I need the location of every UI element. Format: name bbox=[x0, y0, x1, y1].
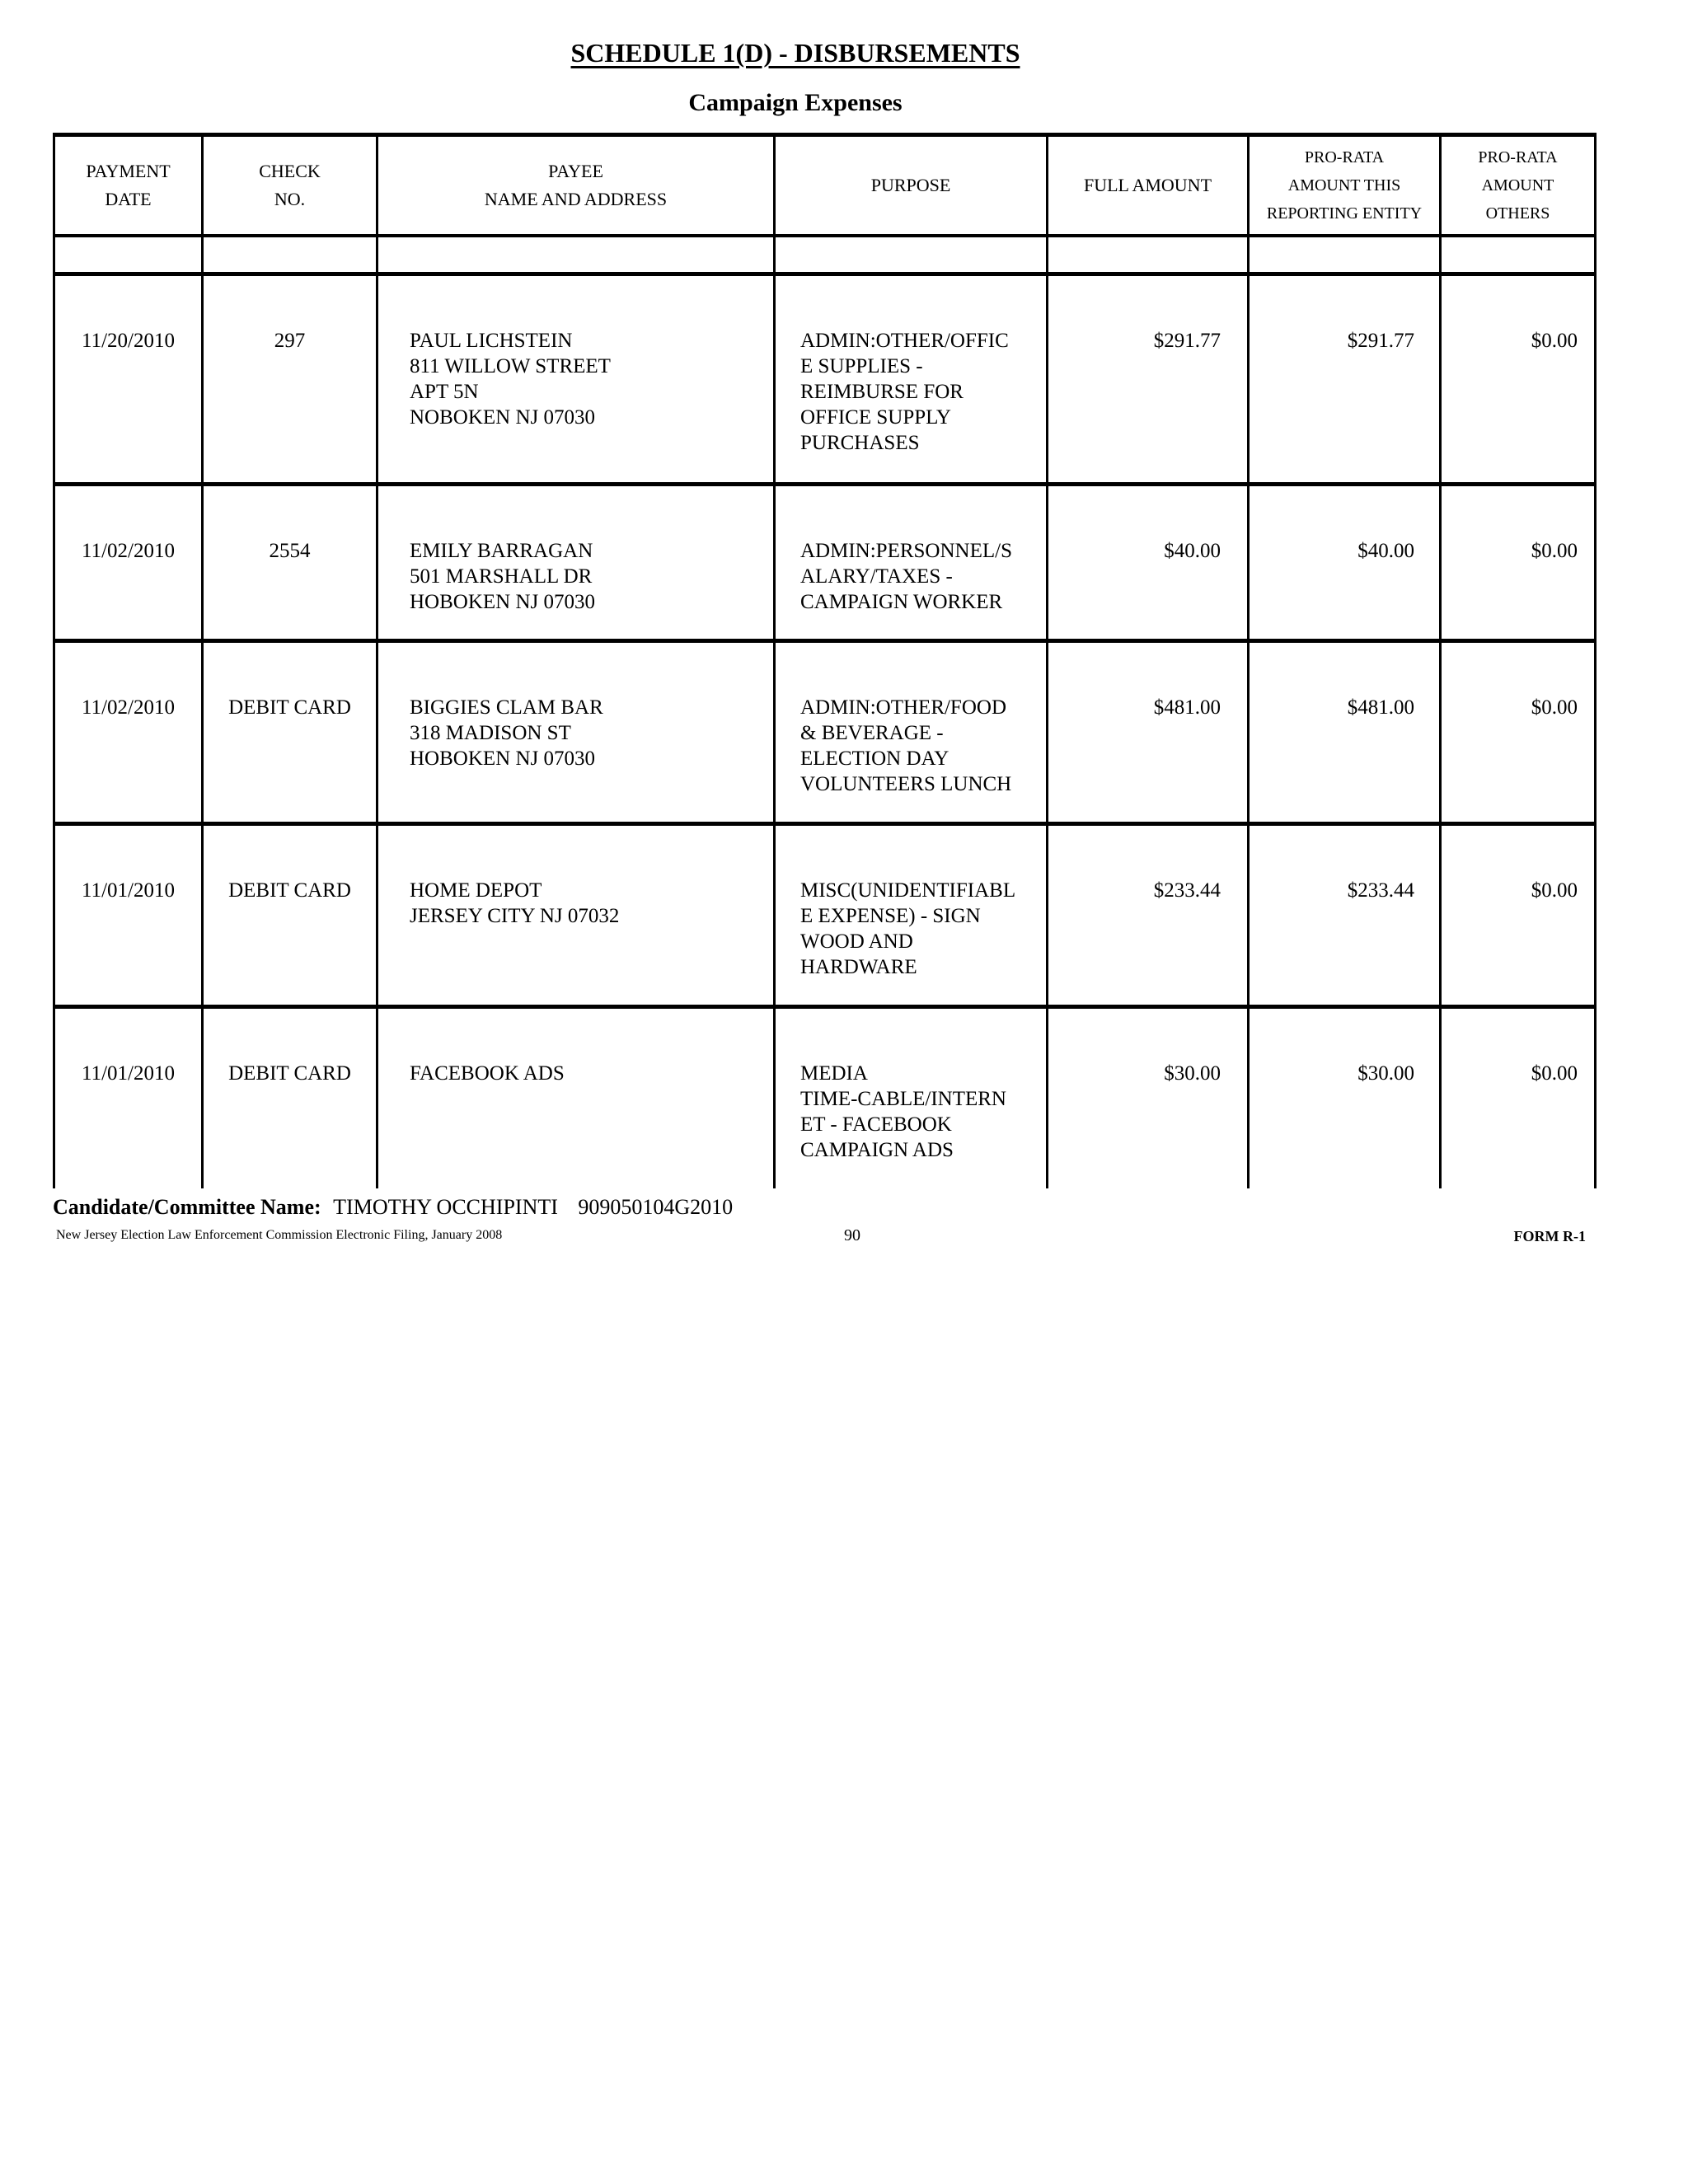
page-number: 90 bbox=[844, 1226, 860, 1244]
header-payment-date: PAYMENT DATE bbox=[54, 135, 203, 237]
pro-rata-others-cell: $0.00 bbox=[1441, 485, 1596, 641]
candidate-name-value: TIMOTHY OCCHIPINTI bbox=[333, 1195, 558, 1219]
pro-rata-this-cell: $291.77 bbox=[1249, 274, 1441, 485]
purpose-cell: ADMIN:OTHER/FOOD & BEVERAGE - ELECTION DAY VOLUNTEERS LUNCH bbox=[775, 641, 1048, 824]
committee-id: 909050104G2010 bbox=[578, 1195, 734, 1219]
header-payee: PAYEE NAME AND ADDRESS bbox=[377, 135, 775, 237]
disbursements-table bbox=[53, 133, 1597, 1188]
table-row bbox=[54, 274, 1596, 485]
check-no-cell: DEBIT CARD bbox=[203, 1007, 377, 1188]
payee-cell: FACEBOOK ADS bbox=[377, 1007, 775, 1188]
pro-rata-others-cell: $0.00 bbox=[1441, 824, 1596, 1007]
table-row bbox=[54, 1007, 1596, 1188]
full-amount-cell: $291.77 bbox=[1048, 274, 1249, 485]
check-no-cell: DEBIT CARD bbox=[203, 641, 377, 824]
purpose-cell: MISC(UNIDENTIFIABL E EXPENSE) - SIGN WOOD AND HARDWARE bbox=[775, 824, 1048, 1007]
table-row bbox=[54, 485, 1596, 641]
payee-cell: EMILY BARRAGAN 501 MARSHALL DR HOBOKEN NJ 07030 bbox=[377, 485, 775, 641]
check-no-cell: DEBIT CARD bbox=[203, 824, 377, 1007]
full-amount-cell: $40.00 bbox=[1048, 485, 1249, 641]
payee-cell: BIGGIES CLAM BAR 318 MADISON ST HOBOKEN NJ 07030 bbox=[377, 641, 775, 824]
header-pro-rata-this: PRO-RATA AMOUNT THIS REPORTING ENTITY bbox=[1249, 135, 1441, 237]
candidate-committee-name bbox=[53, 1195, 733, 1220]
full-amount-cell: $481.00 bbox=[1048, 641, 1249, 824]
header-check-no: CHECK NO. bbox=[203, 135, 377, 237]
payment-date-cell: 11/01/2010 bbox=[54, 824, 203, 1007]
pro-rata-others-cell: $0.00 bbox=[1441, 274, 1596, 485]
full-amount-cell: $30.00 bbox=[1048, 1007, 1249, 1188]
purpose-cell: ADMIN:PERSONNEL/S ALARY/TAXES - CAMPAIGN WORKER bbox=[775, 485, 1048, 641]
header-purpose: PURPOSE bbox=[775, 135, 1048, 237]
full-amount-cell: $233.44 bbox=[1048, 824, 1249, 1007]
pro-rata-this-cell: $40.00 bbox=[1249, 485, 1441, 641]
pro-rata-this-cell: $481.00 bbox=[1249, 641, 1441, 824]
purpose-cell: ADMIN:OTHER/OFFIC E SUPPLIES - REIMBURSE FOR OFFICE SUPPLY PURCHASES bbox=[775, 274, 1048, 485]
schedule-title: SCHEDULE 1(D) - DISBURSEMENTS bbox=[570, 38, 1020, 68]
payee-cell: PAUL LICHSTEIN 811 WILLOW STREET APT 5N NOBOKEN NJ 07030 bbox=[377, 274, 775, 485]
candidate-name-label: Candidate/Committee Name: bbox=[53, 1195, 321, 1219]
payment-date-cell: 11/20/2010 bbox=[54, 274, 203, 485]
header-pro-rata-others: PRO-RATA AMOUNT OTHERS bbox=[1441, 135, 1596, 237]
payment-date-cell: 11/02/2010 bbox=[54, 641, 203, 824]
table-row bbox=[54, 641, 1596, 824]
table-header-row bbox=[54, 135, 1596, 237]
payment-date-cell: 11/01/2010 bbox=[54, 1007, 203, 1188]
payee-cell: HOME DEPOT JERSEY CITY NJ 07032 bbox=[377, 824, 775, 1007]
table-row bbox=[54, 824, 1596, 1007]
schedule-subtitle: Campaign Expenses bbox=[688, 89, 903, 116]
form-id: FORM R-1 bbox=[1513, 1228, 1586, 1244]
blank-row bbox=[54, 236, 1596, 274]
agency-note: New Jersey Election Law Enforcement Commission Electronic Filing, January 2008 bbox=[56, 1228, 503, 1242]
pro-rata-others-cell: $0.00 bbox=[1441, 1007, 1596, 1188]
pro-rata-this-cell: $233.44 bbox=[1249, 824, 1441, 1007]
pro-rata-this-cell: $30.00 bbox=[1249, 1007, 1441, 1188]
check-no-cell: 2554 bbox=[203, 485, 377, 641]
purpose-cell: MEDIA TIME-CABLE/INTERN ET - FACEBOOK CAMPAIGN ADS bbox=[775, 1007, 1048, 1188]
pro-rata-others-cell: $0.00 bbox=[1441, 641, 1596, 824]
payment-date-cell: 11/02/2010 bbox=[54, 485, 203, 641]
check-no-cell: 297 bbox=[203, 274, 377, 485]
header-full-amount: FULL AMOUNT bbox=[1048, 135, 1249, 237]
